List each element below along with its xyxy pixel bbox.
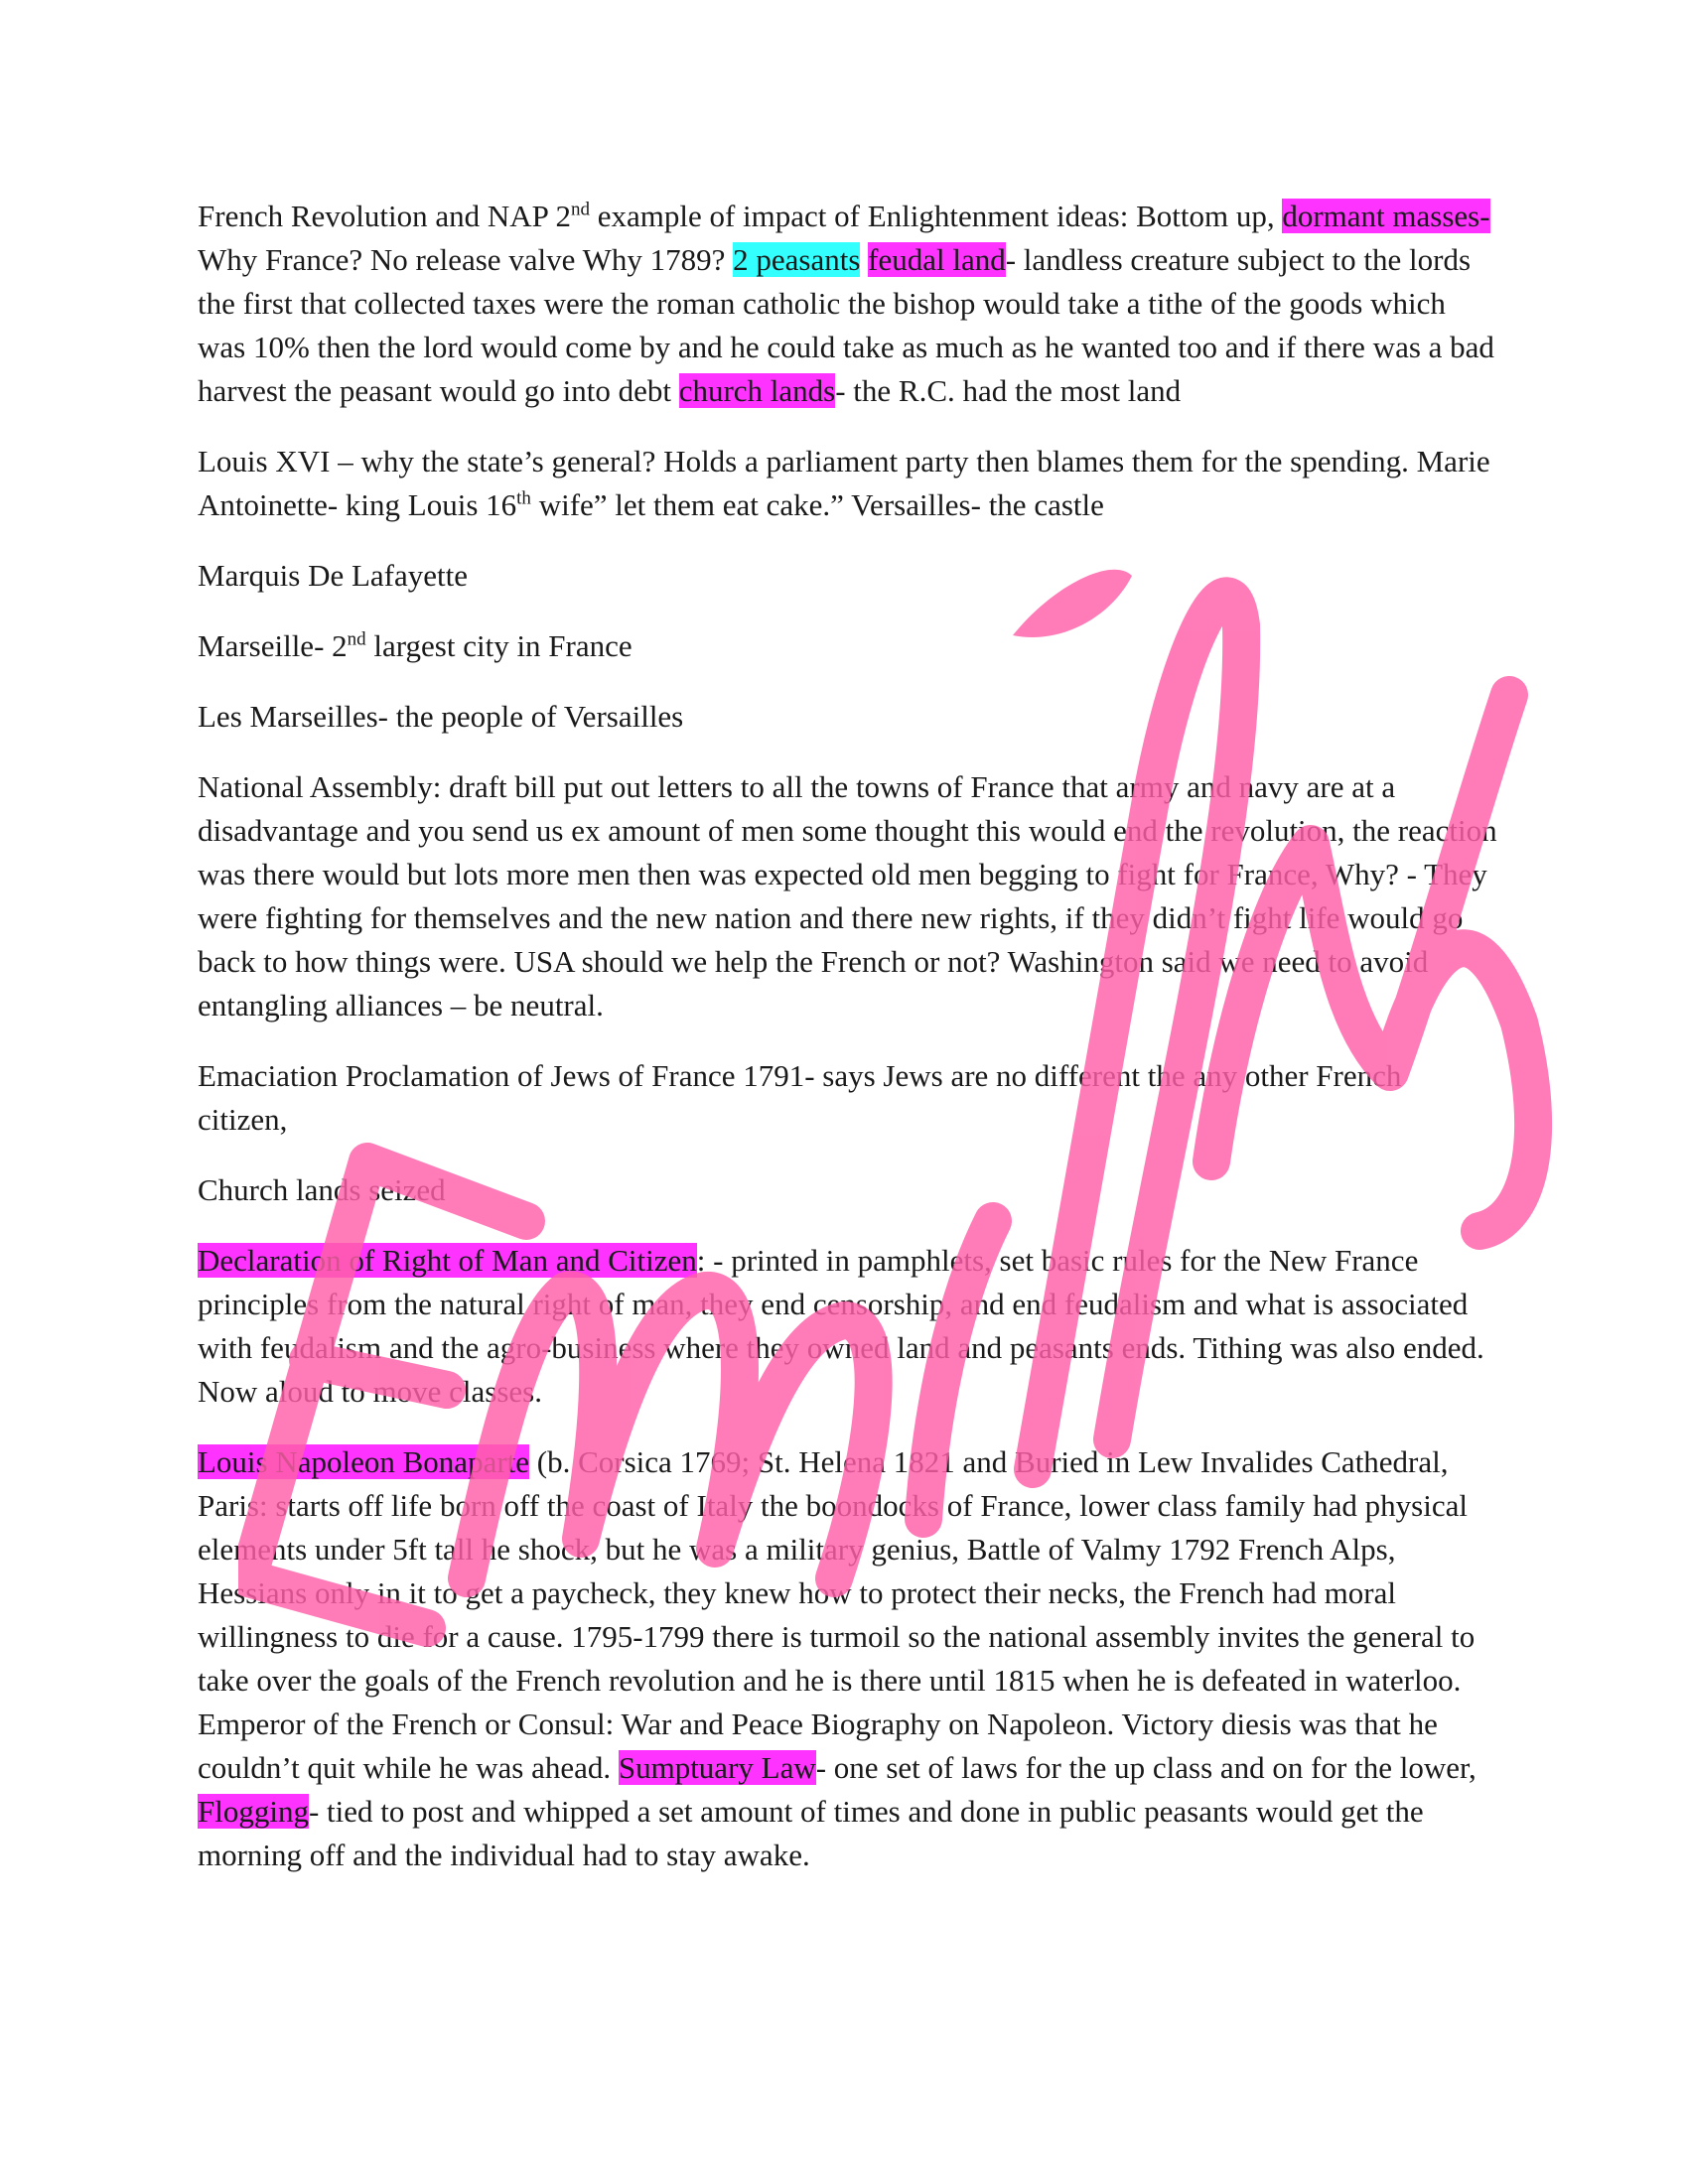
superscript: nd <box>347 628 366 650</box>
paragraph-napoleon <box>198 1440 1498 1877</box>
highlight-dormant-masses: dormant masses- <box>1282 199 1490 233</box>
highlight-church-lands: church lands <box>678 373 836 408</box>
text-run: (b. Corsica 1769; St. Helena 1821 and Buried in Lew Invalides Cathedral, Paris: starts off life born off the coast of Italy the boondocks of France, lower class family had physical elements under 5ft tall he shock, but he was a military genius, Battle of Valmy 1792 French Alps, Hessians only in it to get a paycheck, they knew how to protect their necks, the French had moral willingness to die for a cause. 1795-1799 there is turmoil so the national assembly invites the general to take over the goals of the French revolution and he is there until 1815 when he is defeated in waterloo. Emperor of the French or Consul: War and Peace Biography on Napoleon. Victory diesis was that he couldn’t quit while he was ahead. <box>198 1444 1476 1785</box>
paragraph-national-assembly: National Assembly: draft bill put out letters to all the towns of France that army and navy are at a disadvantage and you send us ex amount of men some thought this would end the revolution, the reaction was there would but lots more men then was expected old men begging to fight for France, Why? - They were fighting for themselves and the new nation and there new rights, if they didn’t fight life would go back to how things were. USA should we help the French or not? Washington said we need to avoid entangling alliances – be neutral. <box>198 769 1497 1023</box>
text-run: Why France? No release valve Why 1789? <box>198 242 734 277</box>
text-run: : - printed in pamphlets, set basic rules for the New France principles from the natural right of man, they end censorship, and end feudalism and what is associated with feudalism and the agro-business where they owned land and peasants ends. Tithing was also ended. Now aloud to move classes. <box>198 1243 1484 1409</box>
highlight-feudal-land: feudal land <box>868 242 1006 277</box>
highlight-declaration: Declaration of Right of Man and Citizen <box>198 1243 697 1278</box>
text-run: Marseille- 2 <box>198 628 348 663</box>
text-run: largest city in France <box>365 628 633 663</box>
highlight-sumptuary-law: Sumptuary Law <box>618 1750 816 1785</box>
superscript: th <box>516 487 531 509</box>
text-run: wife” let them eat cake.” Versailles- the castle <box>530 487 1104 522</box>
highlight-napoleon: Louis Napoleon Bonaparte <box>198 1444 530 1479</box>
paragraph-louis-xvi <box>198 440 1498 527</box>
paragraph-marseille <box>198 624 1498 668</box>
text-run: Louis XVI – why the state’s general? Holds a parliament party then blames them for the spending. Marie Antoinette- king Louis 16 <box>198 444 1490 522</box>
paragraph-lafayette: Marquis De Lafayette <box>198 558 468 593</box>
text-run: example of impact of Enlightenment ideas: Bottom up, <box>589 199 1283 233</box>
paragraph-emaciation-proclamation: Emaciation Proclamation of Jews of France 1791- says Jews are no different the any other French citizen, <box>198 1058 1402 1137</box>
text-run: - the R.C. had the most land <box>835 373 1182 408</box>
document-body <box>198 195 1498 1904</box>
paragraph-les-marseilles: Les Marseilles- the people of Versailles <box>198 699 684 734</box>
paragraph-french-revolution <box>198 195 1498 413</box>
text-run: French Revolution and NAP 2 <box>198 199 571 233</box>
highlight-2-peasants: 2 peasants <box>733 242 861 277</box>
text-run: - landless creature subject to the lords the first that collected taxes were the roman catholic the bishop would take a tithe of the goods which was 10% then the lord would come by and he could take as much as he wanted too and if there was a bad harvest the peasant would go into debt <box>198 242 1494 408</box>
text-run: - tied to post and whipped a set amount of times and done in public peasants would get the morning off and the individual had to stay awake. <box>198 1794 1424 1872</box>
highlight-flogging: Flogging <box>198 1794 309 1829</box>
paragraph-declaration <box>198 1239 1498 1414</box>
paragraph-church-lands: Church lands seized <box>198 1172 446 1207</box>
superscript: nd <box>570 199 590 220</box>
text-run: - one set of laws for the up class and on for the lower, <box>815 1750 1477 1785</box>
text-run <box>860 242 868 277</box>
